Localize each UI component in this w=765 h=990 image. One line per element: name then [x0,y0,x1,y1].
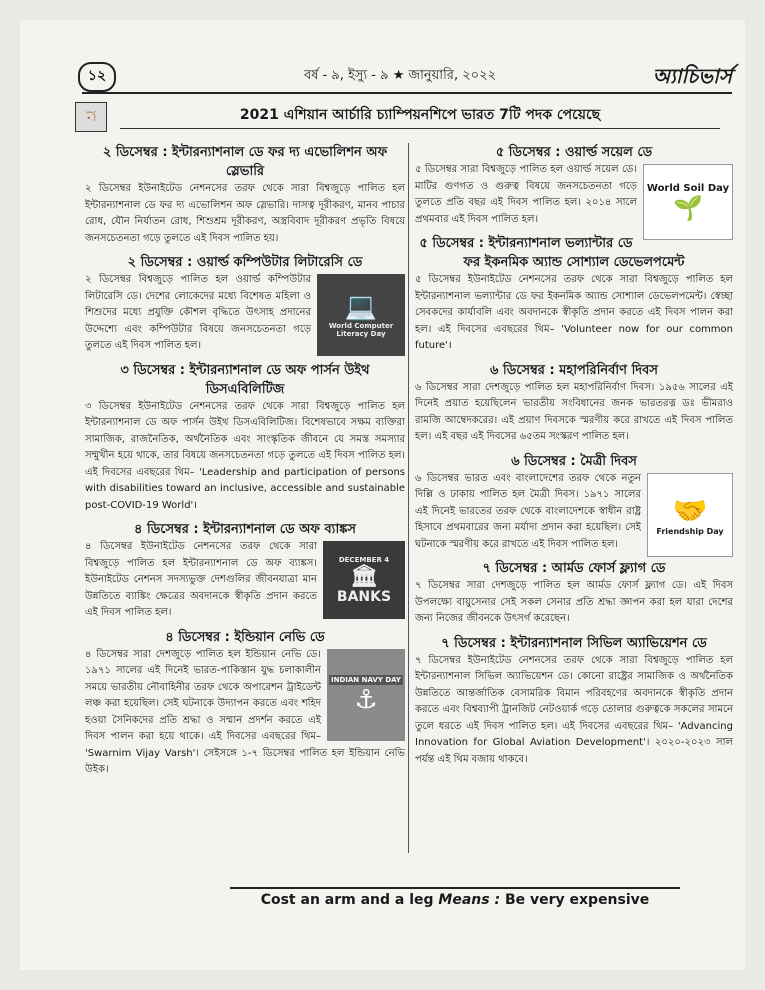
article [415,143,733,228]
image-caption: World Soil Day [646,182,730,194]
article [415,361,733,446]
page-number: ১২ [78,62,116,92]
news-banner [75,100,735,134]
magazine-logo: অ্যাচিভার্স [652,64,732,88]
article [85,361,405,515]
article-body: ৬ ডিসেম্বর সারা দেশজুড়ে পালিত হল মহাপরিনির্বাণ দিবস। ১৯৫৬ সালের এই দিনেই প্রয়াত হয়েছিলেন ভারতীয় সংবিধানের জনক ভারতরত্ন ডঃ ভীমরাও রামজি আম্বেদকরের। এই প্রয়াণ দিবসকে স্মরণীয় করে রাখতে এই দিবস পালিত হল। এই বছর এই দিবসের ৬৫তম সংস্করণ পালিত হল। [415,381,733,442]
article-body: ৪ ডিসেম্বর ইউনাইটেড নেশনসের তরফ থেকে সারা বিশ্বজুড়ে পালিত হল ইন্টারন্যাশনাল ডে অফ ব্যাঙ্কস। ইউনাইটেড নেশনস সদস্যভুক্ত দেশগুলির জীবনযাত্রা মান উন্নতিতে ব্যাঙ্কিং ক্ষেত্রের অবদানকে স্বীকৃতি প্রদান করতে এই দিবস পালিত হল। [85,541,317,618]
article-title: ৬ ডিসেম্বর : মৈত্রী দিবস [511,453,637,469]
bank-building-icon: 🏛 [350,563,378,589]
footer-rule [230,887,680,889]
article [415,452,733,554]
archer-icon: 🏹 [75,102,107,132]
article [85,628,405,779]
banner-title: 2021 এশিয়ান আর্চারি চ্যাম্পিয়নশিপে ভারত 7টি পদক পেয়েছে [120,102,720,129]
handshake-icon: 🤝 [672,493,708,527]
article [85,520,405,622]
header-rule [82,92,732,94]
article-body: ২ ডিসেম্বর ইউনাইটেড নেশনসের তরফ থেকে সারা বিশ্বজুড়ে পালিত হল ইন্টারন্যাশনাল ডে ফর দ্য এভোলিশন অফ স্লেভারি। দাসত্ব দূরীকরণ, মানব পাচার রোধ, যৌন নির্যাতন রোধ, শিশুশ্রম দূরীকরণ, অস্ত্রবিবাদ দূরীকরণ প্রভৃতি বিষয়ে জনসচেতনতা গড়ে তুলতে এই দিবস পালিত হয়। [85,183,405,244]
article [415,234,733,355]
idiom-meaning: Be very expensive [504,892,650,908]
left-column [85,143,405,785]
idiom-means-label: Means : [438,892,501,908]
article-body: ২ ডিসেম্বর বিশ্বজুড়ে পালিত হল ওয়ার্ল্ড কম্পিউটার লিটারেসি ডে। দেশের লোকেদের মধ্যে বিশেষত মহিলা ও শিশুদের মধ্যে প্রযুক্তি কৌশল বৃদ্ধিতে উৎসাহ প্রদানের উদ্দেশ্যে এবং কম্পিউটার বিষয়ে জনসচেতনতা গড়ে তুলতে এই দিবস পালিত হল। [85,274,311,351]
article-title: ৭ ডিসেম্বর : ইন্টারন্যাশনাল সিভিল অ্যাভিয়েশন ডে [441,635,707,651]
image-caption: BANKS [336,588,392,605]
warship-icon: ⚓ [354,684,378,715]
issue-info: বর্ষ - ৯, ইস্যু - ৯ ★ জানুয়ারি, ২০২২ [304,68,497,83]
article-title: ৭ ডিসেম্বর : আর্মড ফোর্স ফ্ল্যাগ ডে [482,561,666,576]
article [415,559,733,628]
article-body: ৬ ডিসেম্বর ভারত এবং বাংলাদেশের তরফ থেকে নতুন দিল্লি ও ঢাকায় পালিত হল মৈত্রী দিবস। ১৯৭১ সালের এই দিনেই ভারতের তরফ থেকে বাংলাদেশকে স্বাধীন রাষ্ট্র হিসাবে প্রথমবারের জন্য মর্যাদা প্রদান করা হয়েছিল। সেই ঘটনাকে স্মরণীয় করে রাখতে এই দিবস পালিত হল। [415,472,641,550]
plant-icon: 🌱 [673,193,703,222]
article [85,143,405,247]
article [415,634,733,769]
article-body: ৭ ডিসেম্বর ইউনাইটেড নেশনসের তরফ থেকে সারা বিশ্বজুড়ে পালিত হল ইন্টারন্যাশনাল সিভিল অ্যাভিয়েশন ডে। কোনো রাষ্ট্রের সামাজিক ও অর্থনৈতিক উন্নতিতে আন্তর্জাতিক বেসামরিক বিমান পরিবহণের অবদানকে স্বীকৃতি প্রদান করতে এবং বিশ্বব্যাপী ট্রানজিট নেটওয়ার্ক গড়ে তোলার গুরুত্বকে সকলের সামনে তুলে ধরতে এই দিবস পালিত হল। এই দিবসের এবছরের থিম– 'Advancing Innovation for Global Aviation Development'। ২০২০-২০২৩ সাল পর্যন্ত এই থিম বজায় থাকবে। [415,654,733,765]
article-title: ৪ ডিসেম্বর : ইন্ডিয়ান নেভি ডে [165,629,325,645]
laptop-icon: 💻 [344,292,378,322]
idiom-text: Cost an arm and a leg [260,892,434,908]
article-body: ৩ ডিসেম্বর ইউনাইটেড নেশনসের তরফ থেকে সারা বিশ্বজুড়ে পালিত হল ইন্টারন্যাশনাল ডে অফ পার্সন উইথ ডিসএবিলিটিজ। বিশেষভাবে সক্ষম ব্যক্তিরা সামাজিক, রাজনৈতিক, অর্থনৈতিক এবং সাংস্কৃতিক জীবনে যে সমস্ত সমস্যার সম্মুখীন হয়ে থাকে, তার বিষয়ে জনসচেতনতা গড়ে তুলতে এই দিবস পালিত হল। এই দিবসের এবছরের থিম– 'Leadership and participation of persons with disabilities toward an inclusive, accessible and sustainable post-COVID-19 World'। [85,400,405,511]
column-divider [408,143,409,853]
article-body: ৪ ডিসেম্বর সারা দেশজুড়ে পালিত হল ইন্ডিয়ান নেভি ডে। ১৯৭১ সালের এই দিনেই ভারত-পাকিস্তান যুদ্ধ চলাকালীন সময়ে ভারতীয় নৌবাহিনীর তরফ থেকে অপারেশন ট্রাইডেন্ট লঞ্চ করা হয়েছিল। সেই ঘটনাকে উদ্যাপন করতে এবং শহিদ হওয়া সৈনিকদের প্রতি শ্রদ্ধা ও সম্মান প্রদর্শন করতে এই দিবস পালন করা হয়ে থাকে। এই দিবসের এবছরের থিম– 'Swarnim Vijay Varsh'। সেইসঙ্গে ১-৭ ডিসেম্বর পালিত হল ইন্ডিয়ান নেভি উইক। [85,648,405,775]
page-header [82,62,732,90]
idiom-footer [230,892,680,908]
article-title: ৩ ডিসেম্বর : ইন্টারন্যাশনাল ডে অফ পার্সন উইথ ডিসএবিলিটিজ [120,362,370,397]
computer-literacy-image [317,274,405,356]
image-caption: World Computer Literacy Day [328,322,394,338]
article-body: ৫ ডিসেম্বর সারা বিশ্বজুড়ে পালিত হল ওয়ার্ল্ড সয়েল ডে। মাটির গুণগত ও গুরুত্ব বিষয়ে জনসচেতনতা গড়ে তুলতে প্রতি বছর এই দিবস পালিত হল। ২০১৪ সালে প্রথমবার এই দিবস পালিত হল। [415,164,637,225]
article-body: ৭ ডিসেম্বর সারা দেশজুড়ে পালিত হল আর্মড ফোর্স ফ্ল্যাগ ডে। এই দিবস উপলক্ষ্যে বায়ুসেনার সেই সকল সেনার প্রতি শ্রদ্ধা জ্ঞাপন করা হল যারা দেশের জন্য নিজের জীবনকে উৎসর্গ করেছেন। [415,580,733,624]
image-caption: Friendship Day [656,526,724,536]
article-title: ৫ ডিসেম্বর : ইন্টারন্যাশনাল ভল্যান্টার ডে ফর ইকনমিক অ্যান্ড সোশ্যাল ডেভেলপমেন্ট [419,236,685,270]
banks-day-image [323,541,405,619]
article [85,253,405,355]
article-title: ২ ডিসেম্বর : ইন্টারন্যাশনাল ডে ফর দ্য এভোলিশন অফ স্লেভারি [102,145,388,179]
soil-day-image [643,164,733,240]
article-body: ৫ ডিসেম্বর ইউনাইটেড নেশনসের তরফ থেকে সারা বিশ্বজুড়ে পালিত হল ইন্টারন্যাশনাল ভল্যান্টার ডে ফর ইকনমিক অ্যান্ড সোশ্যাল ডেভেলপমেন্ট। স্বেচ্ছা সেবকদের কার্যাবলি এবং অবদানকে স্বীকৃতি প্রদান করতে এই দিবস পালন করা হল। এই দিবসের এবছরের থিম– 'Volunteer now for our common future'। [415,274,733,351]
right-column [415,143,733,774]
friendship-day-image [647,473,733,557]
navy-day-image [327,649,405,741]
article-title: ৬ ডিসেম্বর : মহাপরিনির্বাণ দিবস [490,362,658,378]
article-title: ২ ডিসেম্বর : ওয়ার্ল্ড কম্পিউটার লিটারেসি ডে [127,255,363,270]
article-title: ৫ ডিসেম্বর : ওয়ার্ল্ড সয়েল ডে [495,145,653,160]
image-caption: INDIAN NAVY DAY [331,675,401,684]
article-title: ৪ ডিসেম্বর : ইন্টারন্যাশনাল ডে অফ ব্যাঙ্কস [134,522,356,537]
image-top-text: DECEMBER 4 [338,555,390,564]
